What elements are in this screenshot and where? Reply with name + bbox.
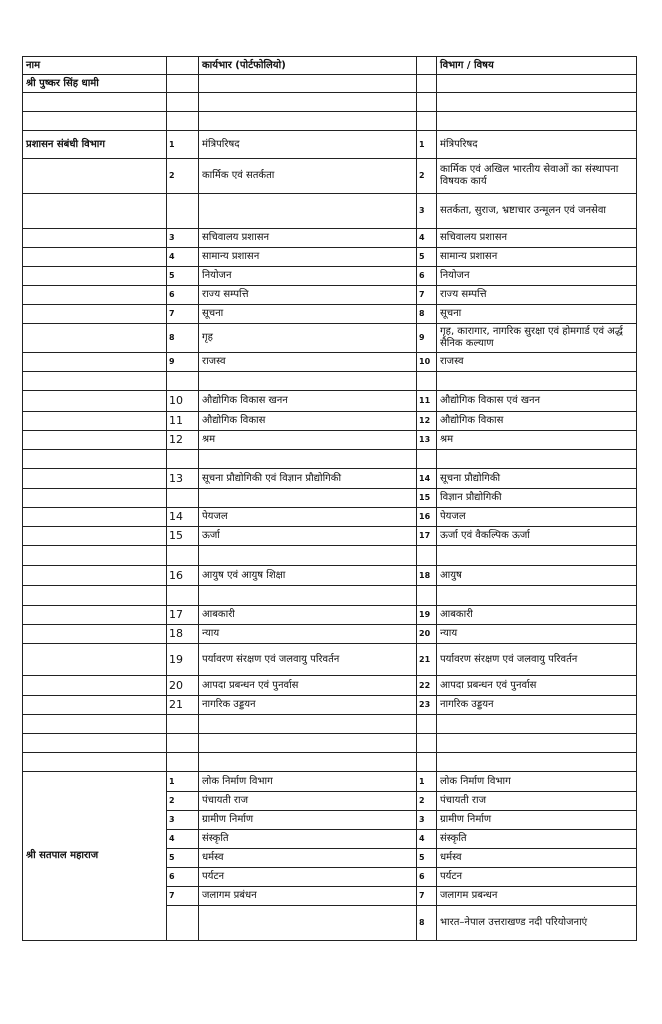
portfolio-number: 9 xyxy=(167,353,199,372)
portfolio-cell: गृह xyxy=(199,324,417,353)
department-cell xyxy=(437,546,637,566)
department-number: 17 xyxy=(417,527,437,546)
portfolio-number: 11 xyxy=(167,412,199,431)
minister-name-cell: श्री सतपाल महाराज xyxy=(23,772,167,941)
header-portfolio: कार्यभार (पोर्टफोलियो) xyxy=(199,57,417,75)
table-row xyxy=(23,625,637,644)
header-blank xyxy=(167,57,199,75)
portfolio-cell: पेयजल xyxy=(199,508,417,527)
portfolio-number xyxy=(167,715,199,734)
department-number: 9 xyxy=(417,324,437,353)
department-number xyxy=(417,450,437,469)
department-number: 1 xyxy=(417,131,437,159)
minister-name-cell xyxy=(23,644,167,676)
minister-name-cell xyxy=(23,527,167,546)
portfolio-number xyxy=(167,906,199,941)
portfolio-cell: राजस्व xyxy=(199,353,417,372)
minister-name-cell xyxy=(23,286,167,305)
table-row xyxy=(23,606,637,625)
minister-name-cell xyxy=(23,248,167,267)
table-row xyxy=(23,229,637,248)
minister-name-cell xyxy=(23,469,167,489)
department-cell: पेयजल xyxy=(437,508,637,527)
portfolio-cell xyxy=(199,586,417,606)
portfolio-number: 15 xyxy=(167,527,199,546)
portfolio-number: 10 xyxy=(167,391,199,412)
minister-name-cell xyxy=(23,734,167,753)
department-number: 11 xyxy=(417,391,437,412)
department-cell xyxy=(437,75,637,93)
portfolio-cell xyxy=(199,715,417,734)
department-cell: सतर्कता, सुराज, भ्रष्टाचार उन्मूलन एवं जनसेवा xyxy=(437,194,637,229)
minister-name-cell xyxy=(23,753,167,772)
department-cell: सचिवालय प्रशासन xyxy=(437,229,637,248)
minister-name-cell xyxy=(23,606,167,625)
portfolio-cell xyxy=(199,372,417,391)
minister-name-cell xyxy=(23,625,167,644)
department-cell: औद्योगिक विकास xyxy=(437,412,637,431)
portfolio-number: 3 xyxy=(167,811,199,830)
department-cell xyxy=(437,450,637,469)
table-row xyxy=(23,566,637,586)
department-cell: मंत्रिपरिषद xyxy=(437,131,637,159)
portfolio-cell: ग्रामीण निर्माण xyxy=(199,811,417,830)
portfolio-cell: पंचायती राज xyxy=(199,792,417,811)
table-row xyxy=(23,391,637,412)
header-name: नाम xyxy=(23,57,167,75)
department-cell: नागरिक उड्डयन xyxy=(437,696,637,715)
minister-name-cell xyxy=(23,546,167,566)
department-cell: आयुष xyxy=(437,566,637,586)
department-cell: औद्योगिक विकास एवं खनन xyxy=(437,391,637,412)
minister-name-cell xyxy=(23,508,167,527)
portfolio-number: 2 xyxy=(167,159,199,194)
portfolio-number xyxy=(167,93,199,112)
table-row xyxy=(23,715,637,734)
department-number: 1 xyxy=(417,772,437,792)
department-number xyxy=(417,112,437,131)
department-cell xyxy=(437,586,637,606)
minister-name-cell xyxy=(23,159,167,194)
table-row xyxy=(23,753,637,772)
department-cell: संस्कृति xyxy=(437,830,637,849)
minister-name-cell xyxy=(23,93,167,112)
department-cell: सामान्य प्रशासन xyxy=(437,248,637,267)
department-cell: सूचना xyxy=(437,305,637,324)
department-number xyxy=(417,753,437,772)
minister-name-cell xyxy=(23,566,167,586)
portfolio-number: 2 xyxy=(167,792,199,811)
portfolio-number: 14 xyxy=(167,508,199,527)
table-row xyxy=(23,469,637,489)
department-number: 6 xyxy=(417,868,437,887)
portfolio-cell: नागरिक उड्डयन xyxy=(199,696,417,715)
department-cell: विज्ञान प्रौद्योगिकी xyxy=(437,489,637,508)
department-number: 12 xyxy=(417,412,437,431)
portfolio-number xyxy=(167,734,199,753)
department-number: 3 xyxy=(417,194,437,229)
portfolio-number: 1 xyxy=(167,772,199,792)
portfolio-number: 6 xyxy=(167,868,199,887)
department-cell: कार्मिक एवं अखिल भारतीय सेवाओं का संस्थापना विषयक कार्य xyxy=(437,159,637,194)
header-blank xyxy=(417,57,437,75)
minister-name-cell xyxy=(23,489,167,508)
table-row xyxy=(23,508,637,527)
portfolio-number: 1 xyxy=(167,131,199,159)
minister-name-cell xyxy=(23,267,167,286)
table-row xyxy=(23,112,637,131)
table-row xyxy=(23,696,637,715)
portfolio-number: 5 xyxy=(167,267,199,286)
department-number: 23 xyxy=(417,696,437,715)
portfolio-table xyxy=(22,56,637,941)
portfolio-cell xyxy=(199,753,417,772)
table-row xyxy=(23,676,637,696)
portfolio-cell xyxy=(199,546,417,566)
department-number: 4 xyxy=(417,830,437,849)
minister-name-cell xyxy=(23,715,167,734)
department-number: 2 xyxy=(417,792,437,811)
minister-name-cell xyxy=(23,112,167,131)
department-number xyxy=(417,372,437,391)
department-cell: सूचना प्रौद्योगिकी xyxy=(437,469,637,489)
minister-name-cell xyxy=(23,229,167,248)
department-number: 3 xyxy=(417,811,437,830)
portfolio-number xyxy=(167,546,199,566)
department-number: 2 xyxy=(417,159,437,194)
department-cell: लोक निर्माण विभाग xyxy=(437,772,637,792)
portfolio-cell: न्याय xyxy=(199,625,417,644)
header-department: विभाग / विषय xyxy=(437,57,637,75)
department-cell: राज्य सम्पत्ति xyxy=(437,286,637,305)
department-number: 22 xyxy=(417,676,437,696)
portfolio-cell xyxy=(199,450,417,469)
table-row xyxy=(23,324,637,353)
minister-name-cell xyxy=(23,324,167,353)
portfolio-cell: सूचना xyxy=(199,305,417,324)
portfolio-cell: आयुष एवं आयुष शिक्षा xyxy=(199,566,417,586)
portfolio-number: 6 xyxy=(167,286,199,305)
portfolio-number: 18 xyxy=(167,625,199,644)
portfolio-cell: औद्योगिक विकास xyxy=(199,412,417,431)
department-number: 20 xyxy=(417,625,437,644)
table-row xyxy=(23,75,637,93)
department-cell: पर्यावरण संरक्षण एवं जलवायु परिवर्तन xyxy=(437,644,637,676)
department-number: 10 xyxy=(417,353,437,372)
table-row xyxy=(23,450,637,469)
portfolio-cell: मंत्रिपरिषद xyxy=(199,131,417,159)
portfolio-cell: कार्मिक एवं सतर्कता xyxy=(199,159,417,194)
portfolio-cell xyxy=(199,112,417,131)
department-number xyxy=(417,93,437,112)
portfolio-number xyxy=(167,372,199,391)
portfolio-number: 5 xyxy=(167,849,199,868)
department-number: 16 xyxy=(417,508,437,527)
minister-name-cell xyxy=(23,696,167,715)
portfolio-number: 7 xyxy=(167,305,199,324)
portfolio-number: 12 xyxy=(167,431,199,450)
minister-name-cell xyxy=(23,450,167,469)
table-row xyxy=(23,431,637,450)
portfolio-cell: पर्यावरण संरक्षण एवं जलवायु परिवर्तन xyxy=(199,644,417,676)
minister-name-cell xyxy=(23,676,167,696)
department-cell: आपदा प्रबन्धन एवं पुनर्वास xyxy=(437,676,637,696)
department-cell xyxy=(437,372,637,391)
portfolio-number xyxy=(167,194,199,229)
portfolio-number xyxy=(167,586,199,606)
department-number: 19 xyxy=(417,606,437,625)
portfolio-number: 16 xyxy=(167,566,199,586)
portfolio-number: 3 xyxy=(167,229,199,248)
minister-name-cell xyxy=(23,305,167,324)
portfolio-cell: धर्मस्व xyxy=(199,849,417,868)
department-number xyxy=(417,586,437,606)
portfolio-cell xyxy=(199,489,417,508)
table-row xyxy=(23,159,637,194)
department-cell: नियोजन xyxy=(437,267,637,286)
portfolio-number: 4 xyxy=(167,830,199,849)
portfolio-cell: राज्य सम्पत्ति xyxy=(199,286,417,305)
table-row xyxy=(23,372,637,391)
portfolio-cell: आबकारी xyxy=(199,606,417,625)
department-cell: गृह, कारागार, नागरिक सुरक्षा एवं होमगार्ड एवं अर्द्ध सैनिक कल्याण xyxy=(437,324,637,353)
table-row xyxy=(23,412,637,431)
department-number: 6 xyxy=(417,267,437,286)
portfolio-cell xyxy=(199,194,417,229)
portfolio-number xyxy=(167,75,199,93)
department-cell: न्याय xyxy=(437,625,637,644)
portfolio-table-body xyxy=(23,57,637,941)
portfolio-number: 17 xyxy=(167,606,199,625)
table-row xyxy=(23,93,637,112)
table-row xyxy=(23,353,637,372)
portfolio-cell: संस्कृति xyxy=(199,830,417,849)
portfolio-number: 20 xyxy=(167,676,199,696)
table-row xyxy=(23,489,637,508)
department-number: 18 xyxy=(417,566,437,586)
department-number: 15 xyxy=(417,489,437,508)
table-row xyxy=(23,131,637,159)
department-number xyxy=(417,734,437,753)
portfolio-cell: ऊर्जा xyxy=(199,527,417,546)
portfolio-cell: सूचना प्रौद्योगिकी एवं विज्ञान प्रौद्योगिकी xyxy=(199,469,417,489)
portfolio-number: 4 xyxy=(167,248,199,267)
portfolio-number: 13 xyxy=(167,469,199,489)
department-cell: भारत–नेपाल उत्तराखण्ड नदी परियोजनाएं xyxy=(437,906,637,941)
portfolio-cell: श्रम xyxy=(199,431,417,450)
department-cell xyxy=(437,93,637,112)
table-row xyxy=(23,286,637,305)
portfolio-cell: सचिवालय प्रशासन xyxy=(199,229,417,248)
department-number xyxy=(417,75,437,93)
department-cell: जलागम प्रबन्धन xyxy=(437,887,637,906)
table-row xyxy=(23,734,637,753)
portfolio-cell: औद्योगिक विकास खनन xyxy=(199,391,417,412)
department-number: 14 xyxy=(417,469,437,489)
department-cell xyxy=(437,112,637,131)
portfolio-cell xyxy=(199,93,417,112)
minister-name-cell: श्री पुष्कर सिंह धामी xyxy=(23,75,167,93)
table-row xyxy=(23,644,637,676)
department-number: 8 xyxy=(417,906,437,941)
portfolio-number: 8 xyxy=(167,324,199,353)
minister-name-cell xyxy=(23,391,167,412)
department-number: 13 xyxy=(417,431,437,450)
portfolio-cell: पर्यटन xyxy=(199,868,417,887)
department-cell: पंचायती राज xyxy=(437,792,637,811)
minister-name-cell xyxy=(23,586,167,606)
department-cell: ऊर्जा एवं वैकल्पिक ऊर्जा xyxy=(437,527,637,546)
portfolio-number xyxy=(167,753,199,772)
department-number: 5 xyxy=(417,248,437,267)
header-row xyxy=(23,57,637,75)
department-number xyxy=(417,546,437,566)
department-cell xyxy=(437,715,637,734)
portfolio-number xyxy=(167,489,199,508)
department-number xyxy=(417,715,437,734)
portfolio-number: 19 xyxy=(167,644,199,676)
department-number: 8 xyxy=(417,305,437,324)
department-cell: राजस्व xyxy=(437,353,637,372)
portfolio-cell xyxy=(199,75,417,93)
portfolio-number xyxy=(167,450,199,469)
portfolio-number xyxy=(167,112,199,131)
table-row xyxy=(23,194,637,229)
department-number: 7 xyxy=(417,887,437,906)
table-row xyxy=(23,772,637,792)
department-cell: आबकारी xyxy=(437,606,637,625)
minister-name-cell: प्रशासन संबंधी विभाग xyxy=(23,131,167,159)
portfolio-cell: लोक निर्माण विभाग xyxy=(199,772,417,792)
minister-name-cell xyxy=(23,431,167,450)
table-row xyxy=(23,248,637,267)
department-cell: पर्यटन xyxy=(437,868,637,887)
portfolio-cell: जलागम प्रबंधन xyxy=(199,887,417,906)
department-number: 21 xyxy=(417,644,437,676)
department-number: 4 xyxy=(417,229,437,248)
department-cell: श्रम xyxy=(437,431,637,450)
portfolio-cell xyxy=(199,906,417,941)
portfolio-cell xyxy=(199,734,417,753)
portfolio-number: 21 xyxy=(167,696,199,715)
table-row xyxy=(23,546,637,566)
portfolio-cell: सामान्य प्रशासन xyxy=(199,248,417,267)
minister-name-cell xyxy=(23,194,167,229)
department-cell: धर्मस्व xyxy=(437,849,637,868)
minister-name-cell xyxy=(23,353,167,372)
table-row xyxy=(23,267,637,286)
table-row xyxy=(23,527,637,546)
department-cell: ग्रामीण निर्माण xyxy=(437,811,637,830)
department-number: 5 xyxy=(417,849,437,868)
portfolio-number: 7 xyxy=(167,887,199,906)
minister-name-cell xyxy=(23,372,167,391)
portfolio-cell: आपदा प्रबन्धन एवं पुनर्वास xyxy=(199,676,417,696)
portfolio-cell: नियोजन xyxy=(199,267,417,286)
department-cell xyxy=(437,734,637,753)
table-row xyxy=(23,586,637,606)
department-number: 7 xyxy=(417,286,437,305)
minister-name-cell xyxy=(23,412,167,431)
department-cell xyxy=(437,753,637,772)
table-row xyxy=(23,305,637,324)
